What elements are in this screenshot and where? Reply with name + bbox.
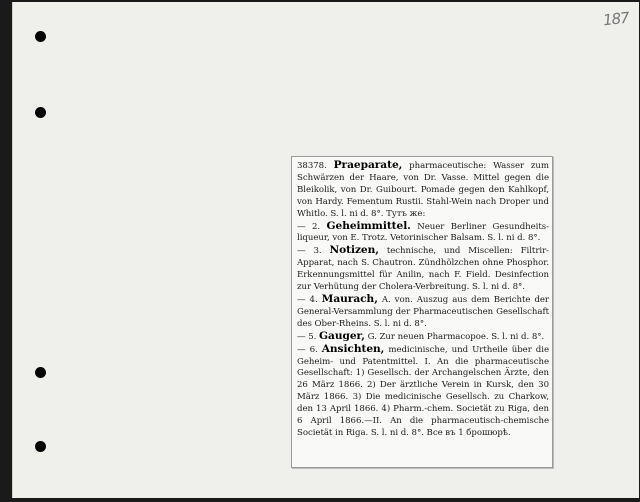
entry-number: — 4. bbox=[297, 294, 322, 305]
handwritten-page-number: 187 bbox=[602, 8, 630, 30]
entry-number: — 2. bbox=[297, 221, 327, 232]
entry-text: technische, und Miscellen: Filtrir-Apparat, nach S. Chautron. Zündhölzchen ohne Phosphor. Erkennungsmittel für Anilin, nach F. Field. Desinfection zur Verhütung der Cholera-Verbreitung. S. l. ni d. 8°. bbox=[297, 246, 549, 293]
entry-heading: Gauger, bbox=[319, 329, 365, 342]
catalog-entry bbox=[297, 294, 549, 331]
entry-number: — 6. bbox=[297, 344, 322, 355]
catalog-entry bbox=[297, 221, 549, 246]
binding-hole-bottom bbox=[35, 441, 46, 452]
binding-hole-lower-middle bbox=[35, 367, 46, 378]
catalog-clipping bbox=[291, 156, 553, 468]
entry-heading: Maurach, bbox=[321, 292, 378, 305]
catalog-entry bbox=[297, 344, 549, 440]
entry-text: G. Zur neuen Pharmacopoe. S. l. ni d. 8°. bbox=[364, 331, 545, 342]
entry-number: — 3. bbox=[297, 246, 330, 257]
entry-text: medicinische, und Urtheile über die Geheim- und Patentmittel. I. An die pharmaceutische Gesellschaft: 1) Gesellsch. der Archangelschen Ärzte, den 26 März 1866. 2) Der ärztliche Verein in Kursk, den 30 März 1866. 3) Die medicinische Gesellsch. zu Charkow, den 13 April 1866. 4) Pharm.-chem. Societät zu Riga, den 6 April 1866.—II. An die pharmaceutisch-chemische Societät in Riga. S. l. ni d. 8°. Все въ 1 брошюрѣ. bbox=[297, 344, 549, 438]
entry-heading: Praeparate, bbox=[333, 159, 403, 171]
entry-heading: Ansichten, bbox=[321, 342, 385, 355]
album-page bbox=[12, 2, 639, 498]
catalog-entry bbox=[297, 160, 549, 221]
catalog-entry bbox=[297, 245, 549, 294]
entry-number: 38378. bbox=[297, 161, 334, 171]
entry-heading: Geheimmittel. bbox=[326, 219, 411, 232]
entry-number: — 5. bbox=[297, 331, 320, 342]
entry-heading: Notizen, bbox=[329, 244, 379, 257]
entry-text: pharmaceutische: Wasser zum Schwärzen der Haare, von Dr. Vasse. Mittel gegen die Bleikolik, von Dr. Guibourt. Pomade gegen den Kahlkopf, von Hardy. Fementum Rustii. Stahl-Wein nach Droper und Whitlo. S. l. ni d. 8°. Тутъ же: bbox=[297, 161, 549, 219]
binding-hole-upper-middle bbox=[35, 107, 46, 118]
entry-text: A. von. Auszug aus dem Berichte der General-Versammlung der Pharmaceutischen Gesellschaft des Ober-Rheins. S. l. ni d. 8°. bbox=[297, 294, 549, 329]
binding-hole-top bbox=[35, 31, 46, 42]
entry-text: Neuer Berliner Gesundheits-liqueur, von E. Trotz. Vetorinischer Balsam. S. l. ni d. 8°. bbox=[297, 221, 549, 244]
